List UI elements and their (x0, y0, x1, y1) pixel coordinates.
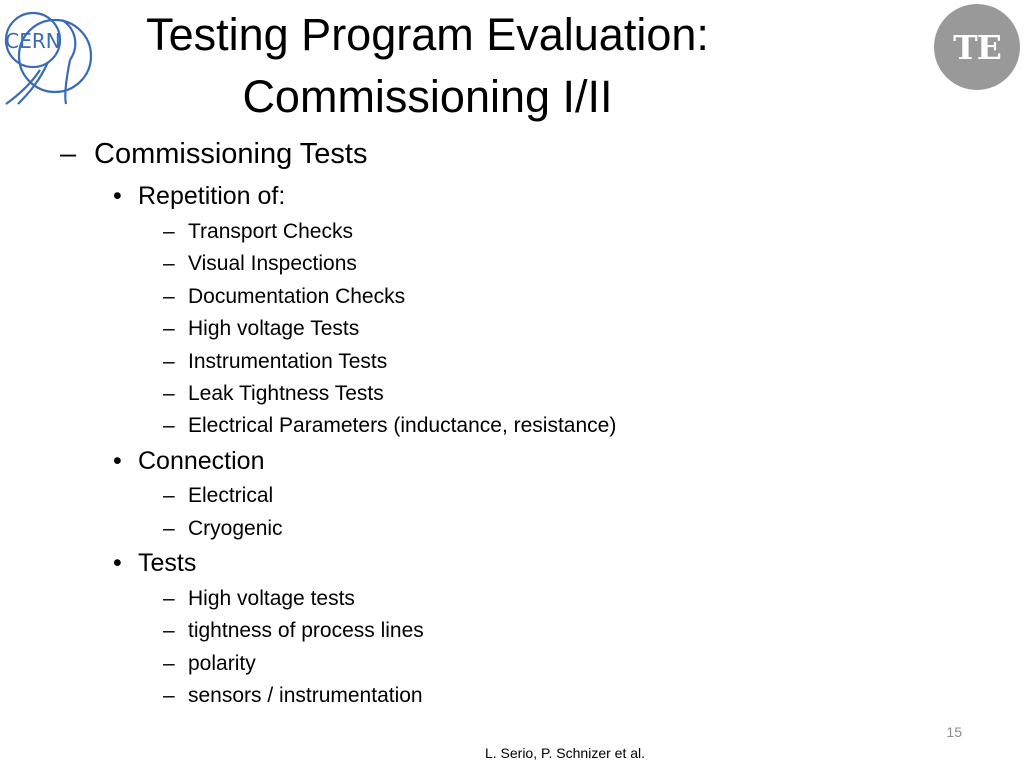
dash-marker: – (163, 220, 175, 243)
list-item-label: Documentation Checks (188, 285, 406, 308)
list-item (163, 252, 357, 276)
dash-marker: – (163, 484, 175, 507)
list-item (163, 684, 423, 708)
list-item (163, 517, 283, 541)
dash-marker: – (163, 317, 175, 340)
section-tests (113, 549, 196, 578)
dash-marker: – (60, 138, 77, 170)
list-item (163, 619, 424, 643)
list-item-label: Leak Tightness Tests (188, 382, 384, 405)
section-connection (113, 447, 264, 476)
outline-heading-label: Commissioning Tests (94, 138, 368, 170)
section-repetition (113, 182, 285, 211)
list-item (163, 350, 387, 374)
list-item (163, 484, 273, 508)
list-item (163, 414, 616, 438)
list-item-label: High voltage tests (188, 587, 355, 610)
dash-marker: – (163, 619, 175, 642)
dash-marker: – (163, 350, 175, 373)
list-item (163, 587, 355, 611)
list-item-label: Transport Checks (188, 220, 353, 243)
list-item-label: High voltage Tests (188, 317, 360, 340)
list-item-label: Electrical Parameters (inductance, resistance) (188, 414, 617, 437)
dash-marker: – (163, 684, 175, 707)
dash-marker: – (163, 285, 175, 308)
dash-marker: – (163, 382, 175, 405)
section-label: Connection (138, 447, 265, 475)
te-logo-text: TE (953, 27, 1001, 67)
dash-marker: – (163, 587, 175, 610)
list-item (163, 382, 384, 406)
slide-number: 15 (946, 724, 962, 740)
bullet-marker: • (113, 182, 122, 210)
bullet-marker: • (113, 447, 122, 475)
dash-marker: – (163, 652, 175, 675)
list-item (163, 220, 353, 244)
list-item-label: Cryogenic (188, 517, 283, 540)
dash-marker: – (163, 252, 175, 275)
section-label: Repetition of: (138, 182, 286, 210)
te-logo (934, 4, 1020, 90)
footer-authors: L. Serio, P. Schnizer et al. (484, 745, 646, 761)
list-item-label: polarity (188, 652, 256, 675)
list-item-label: Instrumentation Tests (188, 350, 388, 373)
outline-heading (60, 138, 367, 171)
cern-logo-text: CERN (5, 29, 61, 53)
list-item-label: Electrical (188, 484, 274, 507)
list-item (163, 317, 359, 341)
bullet-marker: • (113, 549, 122, 577)
list-item-label: Visual Inspections (188, 252, 357, 275)
cern-logo (0, 0, 100, 108)
list-item (163, 652, 256, 676)
dash-marker: – (163, 414, 175, 437)
section-label: Tests (138, 549, 197, 577)
title-line-1: Testing Program Evaluation: (146, 9, 709, 60)
list-item-label: tightness of process lines (188, 619, 424, 642)
list-item (163, 285, 405, 309)
title-line-2: Commissioning I/II (242, 71, 613, 122)
list-item-label: sensors / instrumentation (188, 684, 423, 707)
dash-marker: – (163, 517, 175, 540)
slide-title (100, 4, 755, 128)
